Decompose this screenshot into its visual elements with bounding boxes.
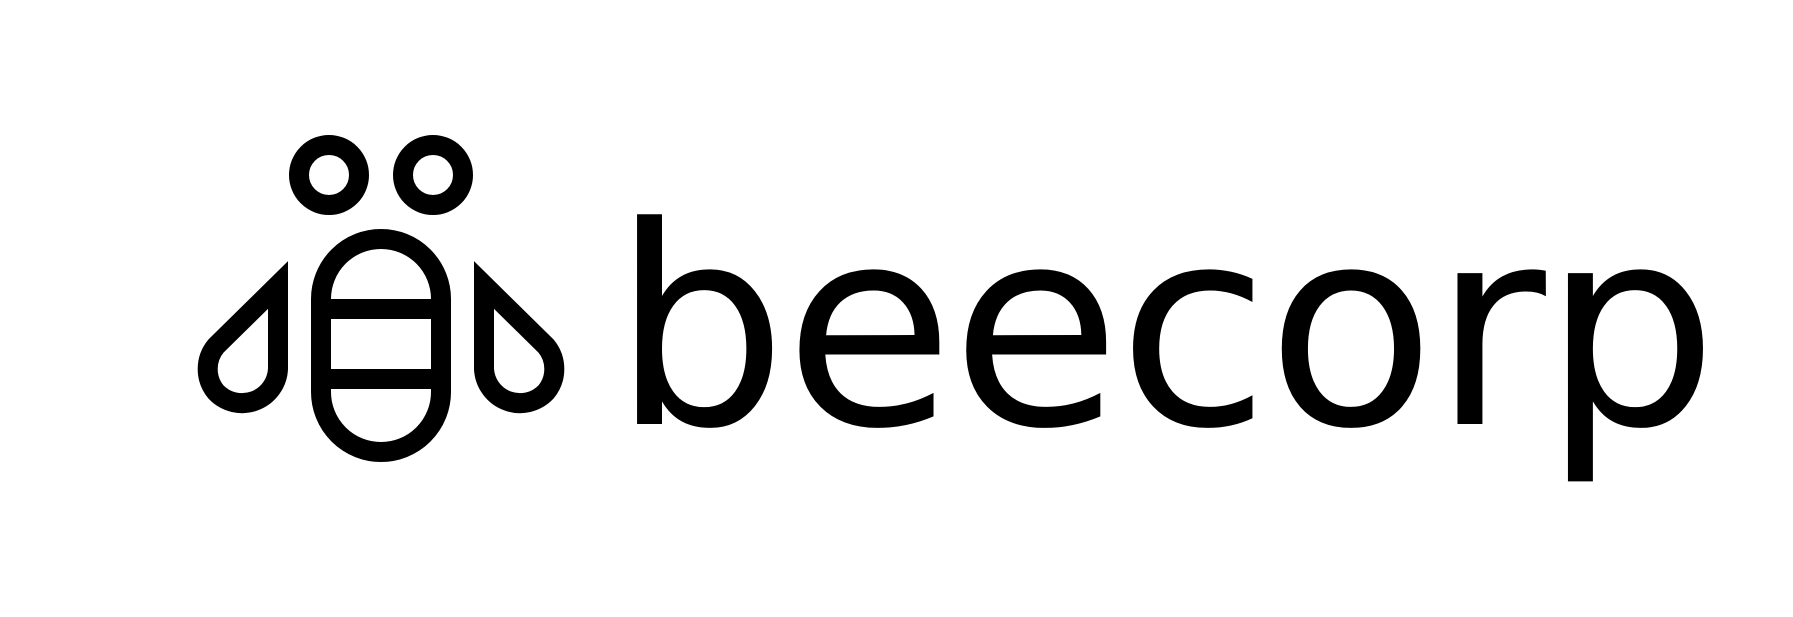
right-wing bbox=[484, 285, 554, 403]
left-wing bbox=[208, 285, 278, 403]
left-eye bbox=[299, 145, 359, 205]
right-eye bbox=[403, 145, 463, 205]
brand-wordmark: beecorp bbox=[612, 169, 1716, 490]
bee-body bbox=[321, 239, 441, 452]
